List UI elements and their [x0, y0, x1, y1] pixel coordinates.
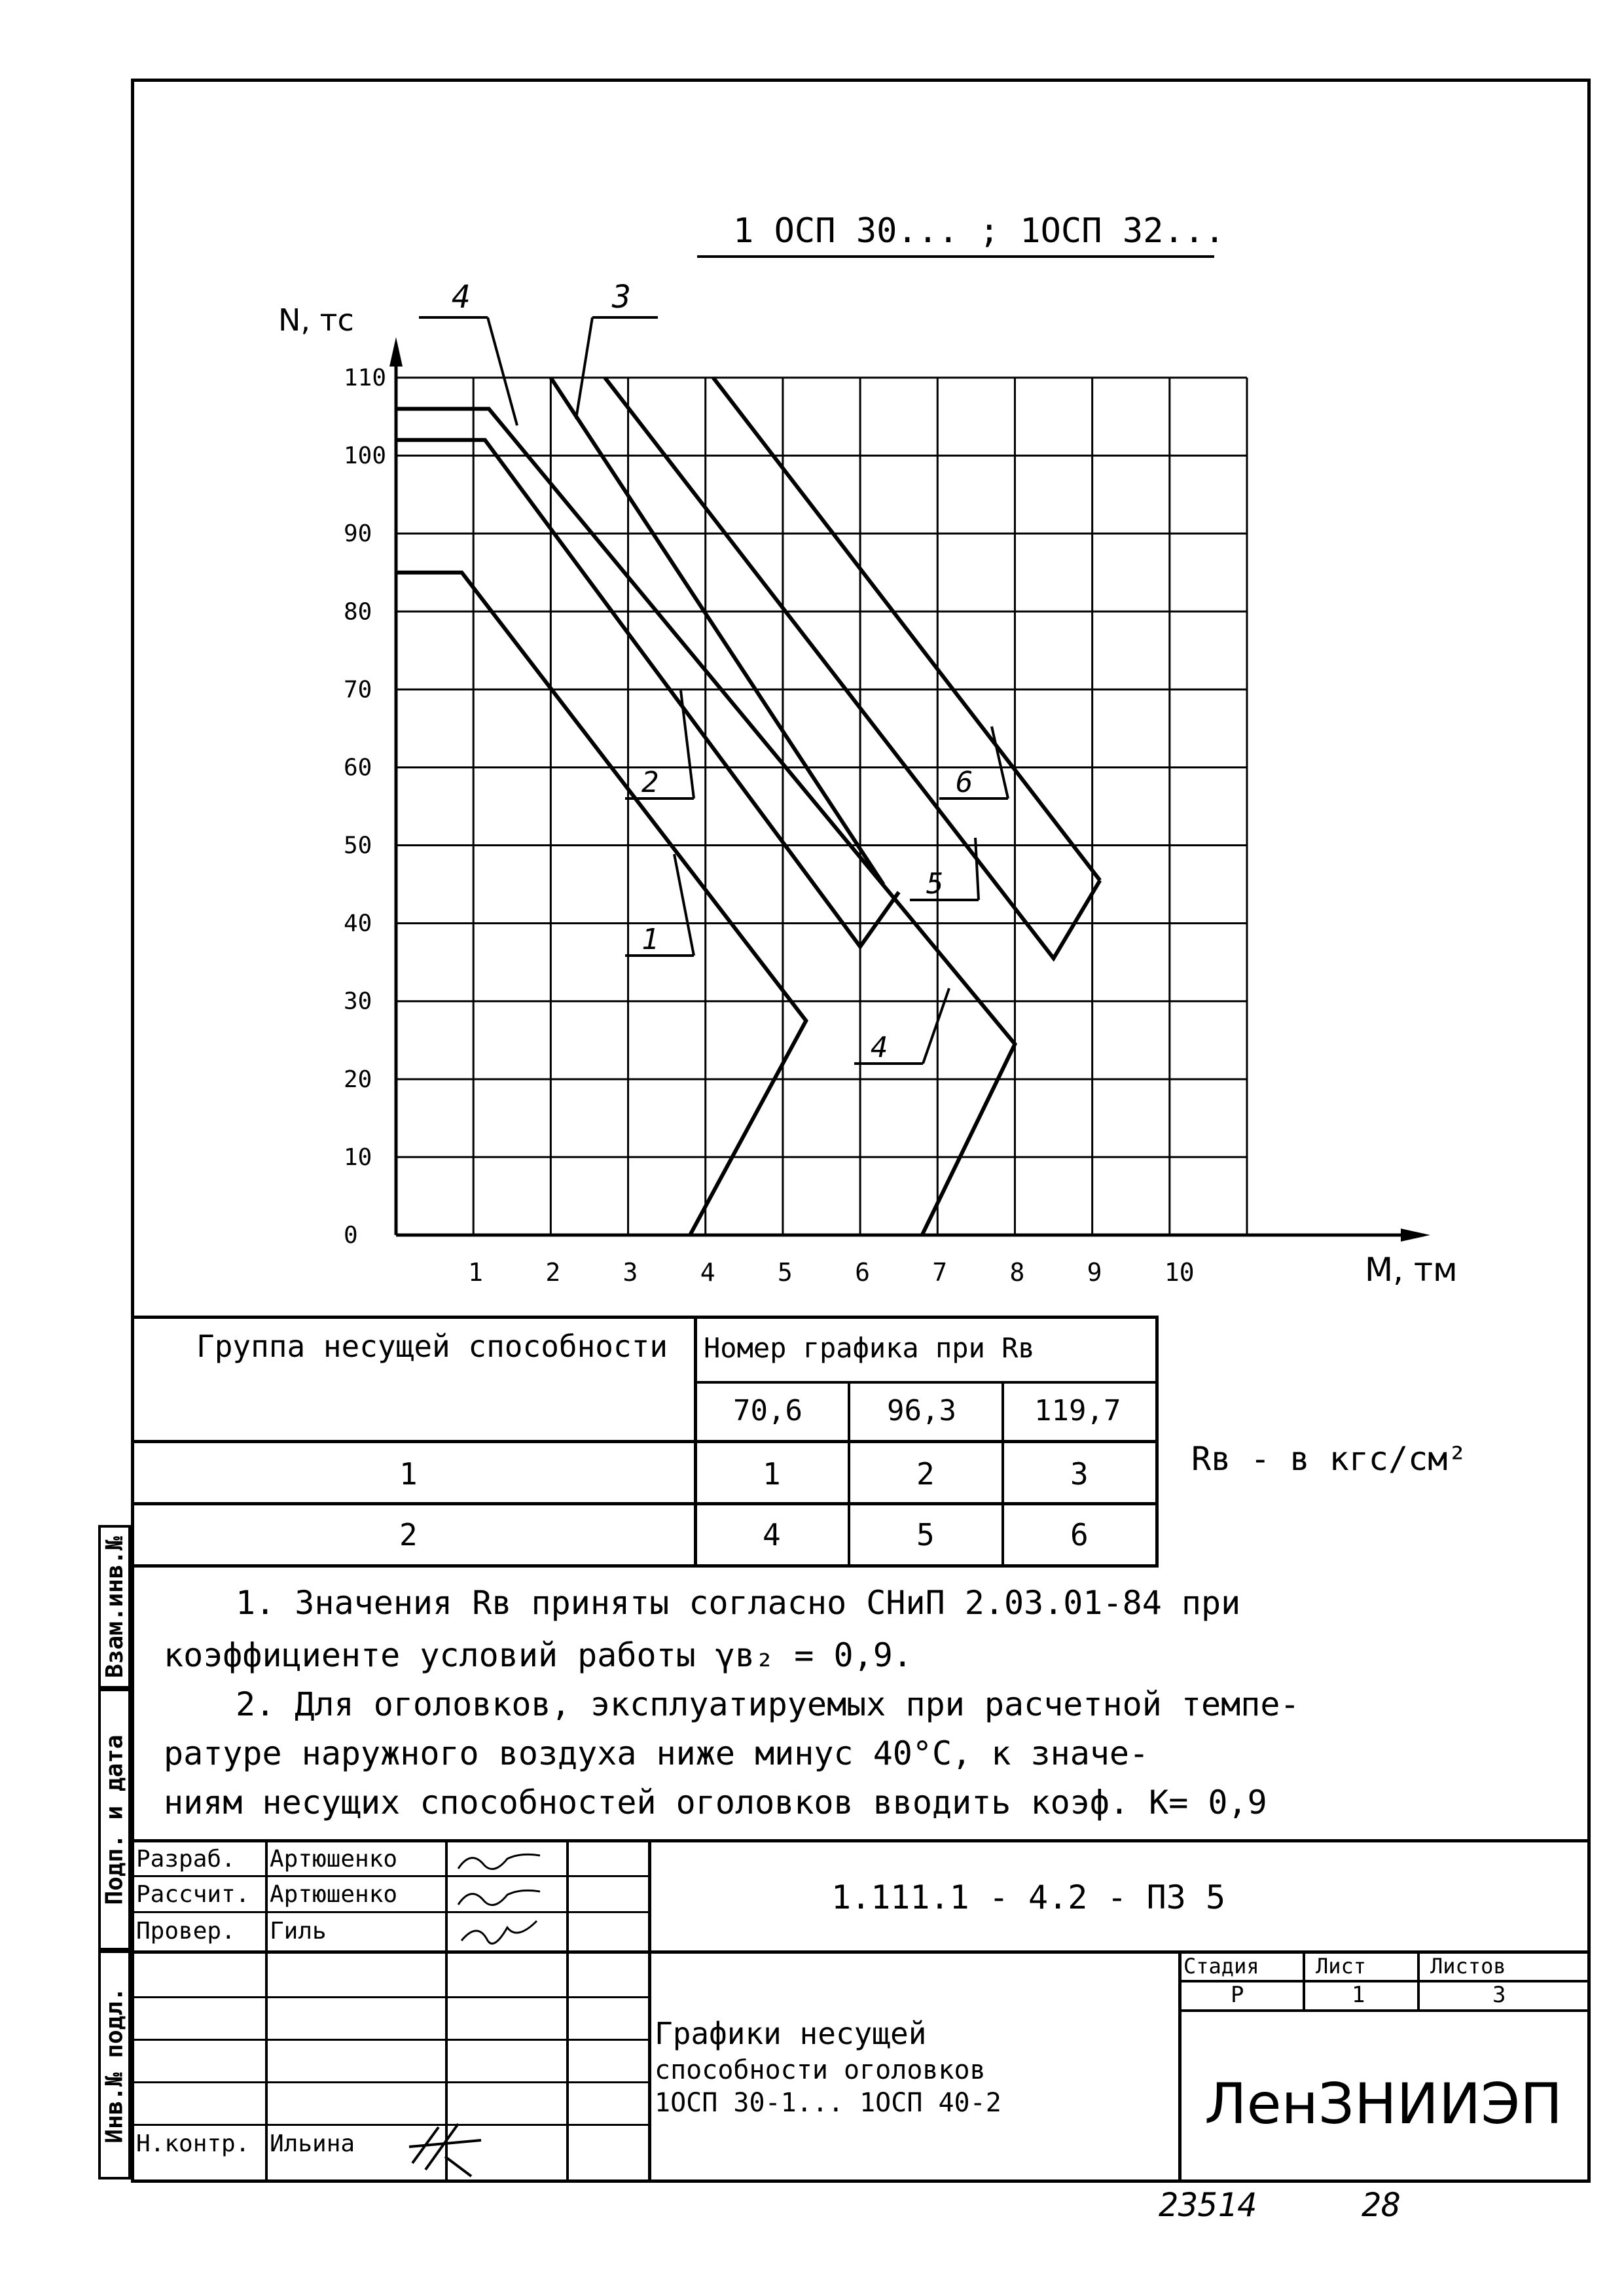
doc-title-line: Графики несущей: [655, 2016, 927, 2051]
series-callout-label: 5: [926, 867, 944, 901]
x-tick-label: 10: [1164, 1258, 1195, 1287]
side-cell: Подп. и дата: [98, 1689, 131, 1950]
callout-leader: [923, 988, 949, 1064]
y-tick-label: 30: [344, 988, 372, 1015]
role-name: Гиль: [270, 1918, 327, 1945]
stage-value: Р: [1231, 1982, 1244, 2008]
tb-line: [131, 2124, 648, 2126]
callout-leader: [992, 726, 1008, 798]
table-header-group: Группа несущей способности: [196, 1329, 668, 1364]
y-tick-label: 90: [344, 520, 372, 548]
side-cell: Взам.инв.№: [98, 1525, 131, 1689]
role-label: Рассчит.: [136, 1881, 250, 1908]
note-line: ниям несущих способностей оголовков вводить коэф. К= 0,9: [164, 1784, 1267, 1821]
sheet-value: 1: [1352, 1982, 1365, 2008]
y-tick-label: 80: [344, 598, 372, 626]
x-tick-label: 8: [1009, 1258, 1025, 1287]
x-axis-arrow: [1401, 1229, 1430, 1242]
tb-line: [131, 2081, 648, 2083]
series-callout-label: 2: [641, 766, 659, 799]
series-line-6: [713, 378, 1100, 880]
series-callout-label: 6: [956, 766, 973, 799]
stamp-number: 28: [1362, 2186, 1401, 2224]
x-tick-label: 7: [932, 1258, 948, 1287]
x-tick-label: 2: [545, 1258, 561, 1287]
x-tick-label: 5: [777, 1258, 793, 1287]
x-axis-label: М, тм: [1365, 1251, 1458, 1289]
chart-title: 1 ОСП 30... ; 1ОСП 32...: [733, 211, 1225, 251]
doc-title-line: способности оголовков: [655, 2055, 986, 2085]
y-tick-label: 110: [344, 365, 387, 391]
side-cell: Инв.№ подл.: [98, 1950, 131, 2179]
rb-unit-note: Rв - в кгс/см²: [1191, 1440, 1468, 1478]
table-cell: 1: [763, 1456, 781, 1492]
note-line: 1. Значения Rв приняты согласно СНиП 2.03.01-84 при: [236, 1584, 1241, 1622]
rb-value: 96,3: [887, 1394, 956, 1427]
tb-line: [131, 1839, 1591, 1842]
callout-leader: [975, 838, 979, 900]
sheet-header: Лист: [1316, 1954, 1367, 1979]
table-line: [131, 1316, 1159, 1319]
table-line: [131, 1502, 1159, 1505]
role-name: Артюшенко: [270, 1846, 398, 1873]
y-tick-label: 70: [344, 676, 372, 704]
table-cell: 5: [916, 1517, 935, 1552]
tb-line: [131, 1875, 648, 1877]
role-label: Разраб.: [136, 1846, 236, 1873]
y-tick-label: 20: [344, 1066, 372, 1093]
y-tick-label: 0: [344, 1222, 358, 1249]
tb-line: [131, 1950, 1591, 1954]
role-label: Провер.: [136, 1918, 236, 1945]
x-tick-label: 6: [855, 1258, 870, 1287]
y-tick-label: 60: [344, 754, 372, 781]
table-line: [131, 1564, 1159, 1568]
tb-line: [131, 1996, 648, 1998]
series-callout-label: 4: [871, 1031, 888, 1064]
series-callout-label: 1: [641, 923, 659, 956]
stamp-number: 23514: [1159, 2186, 1257, 2224]
sheets-header: Листов: [1430, 1954, 1506, 1979]
note-line: 2. Для оголовков, эксплуатируемых при расчетной темпе-: [236, 1685, 1300, 1723]
callout-leader: [576, 317, 592, 419]
table-line: [694, 1381, 1159, 1384]
table-line: [131, 1440, 1159, 1443]
table-cell: 4: [763, 1517, 781, 1552]
table-cell: 6: [1070, 1517, 1089, 1552]
note-line: ратуре наружного воздуха ниже минус 40°С, к значе-: [164, 1734, 1149, 1772]
tb-line: [648, 1839, 651, 2183]
table-header-number: Номер графика при Rв: [704, 1332, 1035, 1364]
tb-line: [1178, 1950, 1182, 2183]
callout-leader: [681, 691, 694, 798]
tb-line: [265, 1839, 268, 2183]
x-tick-label: 9: [1087, 1258, 1102, 1287]
note-line: коэффициенте условий работы γв₂ = 0,9.: [164, 1636, 912, 1674]
y-tick-label: 40: [344, 910, 372, 937]
tb-line: [1178, 2009, 1591, 2012]
series-callout-label: 4: [452, 279, 471, 315]
rb-value: 70,6: [733, 1394, 803, 1427]
series-line-5: [605, 378, 1100, 958]
series-line-3: [550, 378, 883, 884]
tb-line: [1417, 1950, 1420, 2009]
rb-value: 119,7: [1034, 1394, 1121, 1427]
signature-marks: [452, 1842, 563, 1954]
x-tick-label: 4: [700, 1258, 715, 1287]
callout-leader: [488, 317, 517, 425]
table-cell: 2: [916, 1456, 935, 1492]
role-name: Ильина: [270, 2130, 355, 2157]
y-axis-arrow: [389, 337, 403, 367]
role-name: Артюшенко: [270, 1881, 398, 1908]
x-tick-label: 1: [468, 1258, 484, 1287]
y-tick-label: 50: [344, 832, 372, 859]
document-code: 1.111.1 - 4.2 - ПЗ 5: [831, 1878, 1226, 1916]
sheets-value: 3: [1492, 1982, 1506, 2008]
tb-line: [566, 1839, 569, 2183]
y-tick-label: 10: [344, 1143, 372, 1171]
tb-line: [131, 2039, 648, 2041]
table-cell: 3: [1070, 1456, 1089, 1492]
doc-title-line: 1ОСП 30-1... 1ОСП 40-2: [655, 2088, 1001, 2118]
organization-name: ЛенЗНИИЭП: [1204, 2072, 1562, 2137]
series-callout-label: 3: [612, 279, 631, 315]
table-line: [848, 1381, 850, 1568]
table-line: [1001, 1381, 1004, 1568]
y-axis-label: N, тс: [278, 302, 354, 338]
series-line-2: [396, 440, 899, 946]
tb-line: [131, 1911, 648, 1913]
y-tick-label: 100: [344, 442, 387, 470]
tb-line: [1303, 1950, 1305, 2009]
stage-header: Стадия: [1183, 1954, 1259, 1979]
table-row-group: 1: [399, 1456, 418, 1492]
signature-mark-ilina: [406, 2117, 517, 2183]
role-label: Н.контр.: [136, 2130, 250, 2157]
x-tick-label: 3: [623, 1258, 638, 1287]
table-row-group: 2: [399, 1517, 418, 1552]
